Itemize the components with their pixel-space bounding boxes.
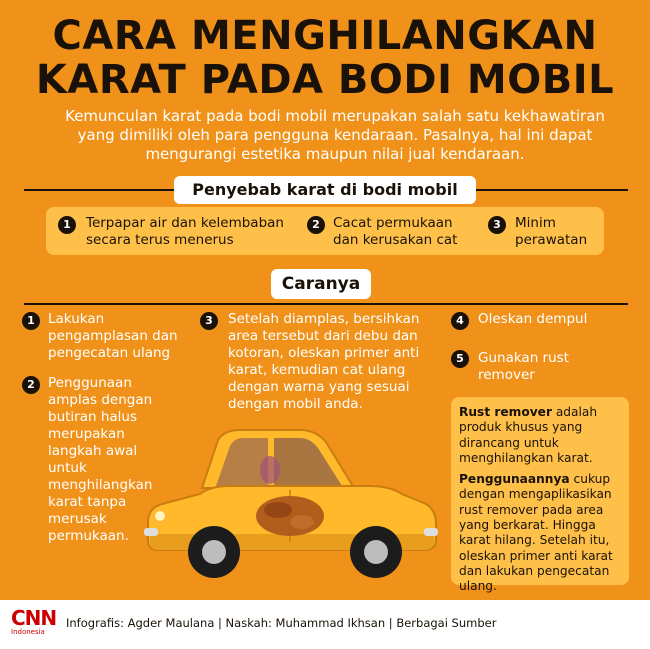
- step-text-3: Setelah diamplas, bersihkan area tersebut dari debu dan kotoran, oleskan primer anti karat, kemudian cat ulang dengan warna yang sesuai dengan mobil anda.: [228, 311, 420, 412]
- car-hubcap-rear: [364, 540, 388, 564]
- step-text-1: Lakukan pengamplasan dan pengecatan ulang: [48, 311, 178, 361]
- credits-text: Infografis: Agder Maulana | Naskah: Muhammad Ikhsan | Berbagai Sumber: [66, 616, 497, 630]
- step-number-4: 4: [451, 312, 469, 330]
- info-paragraph-2: [459, 472, 623, 594]
- info-bold-2: Penggunaannya: [459, 472, 570, 487]
- car-front-bumper: [144, 528, 158, 536]
- intro-paragraph: Kemunculan karat pada bodi mobil merupakan salah satu kekhawatiran yang dimiliki oleh para pengguna kendaraan. Pasalnya, hal ini dapat mengurangi estetika maupun nilai jual kendaraan.: [65, 107, 605, 163]
- info-text-2: cukup dengan mengaplikasikan rust remover pada area yang berkarat. Hingga karat hilang. Setelah itu, oleskan primer anti karat dan lakukan pengecatan ulang.: [459, 472, 613, 594]
- rust-patch: [256, 496, 324, 536]
- cnn-indonesia-logo: [11, 608, 59, 642]
- step-number-2: 2: [22, 376, 40, 394]
- info-paragraph-1: [459, 405, 623, 466]
- cause-text-1: Terpapar air dan kelembaban secara terus menerus: [86, 215, 284, 248]
- footer: [0, 600, 650, 649]
- steps-divider: [24, 303, 628, 305]
- cause-number-1: 1: [58, 216, 76, 234]
- title-line-1: CARA MENGHILANGKAN: [52, 13, 598, 59]
- logo-sub: Indonesia: [11, 628, 45, 636]
- rusty-car-illustration: [140, 418, 440, 590]
- info-text-1: adalah produk khusus yang dirancang untuk menghilangkan karat.: [459, 405, 598, 465]
- rust-patch-dark: [264, 502, 292, 518]
- step-text-2: Penggunaan amplas dengan butiran halus merupakan langkah awal untuk menghilangkan karat tanpa merusak permukaan.: [48, 375, 153, 544]
- causes-panel: [46, 207, 604, 255]
- cause-text-3: Minim perawatan: [515, 215, 588, 248]
- step-number-1: 1: [22, 312, 40, 330]
- info-bold-1: Rust remover: [459, 405, 552, 419]
- step-text-4: Oleskan dempul: [478, 311, 588, 327]
- car-headlight: [155, 511, 165, 521]
- causes-heading: Penyebab karat di bodi mobil: [174, 176, 476, 204]
- step-number-5: 5: [451, 350, 469, 368]
- car-rear-bumper: [424, 528, 438, 536]
- cause-number-2: 2: [307, 216, 325, 234]
- step-number-3: 3: [200, 312, 218, 330]
- steps-heading: Caranya: [271, 269, 371, 299]
- rust-patch-light: [290, 515, 314, 529]
- car-seat: [260, 456, 280, 484]
- step-text-5: Gunakan rust remover: [478, 350, 569, 383]
- title-line-2: KARAT PADA BODI MOBIL: [35, 57, 615, 103]
- page-title: [0, 14, 650, 102]
- rust-remover-info-box: [451, 397, 629, 594]
- cause-number-3: 3: [488, 216, 506, 234]
- logo-main: CNN: [11, 606, 57, 630]
- car-hubcap-front: [202, 540, 226, 564]
- cause-text-2: Cacat permukaan dan kerusakan cat: [333, 215, 458, 248]
